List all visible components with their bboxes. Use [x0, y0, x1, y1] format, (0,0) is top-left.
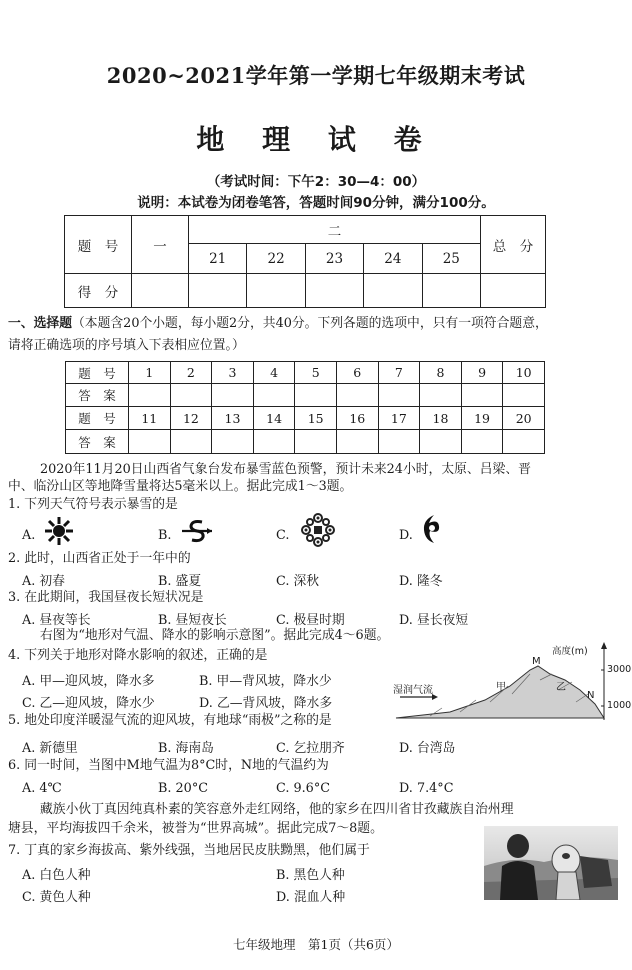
answer-num: 5	[295, 362, 337, 384]
section1-desc: （本题含20个小题，每小题2分，共40分。下列各题的选项中，只有一项符合题意，	[71, 316, 548, 331]
answer-label-q: 题 号	[66, 362, 129, 384]
score-cell[interactable]	[189, 274, 247, 308]
answer-cell[interactable]	[129, 430, 171, 454]
subject-title: 地 理 试 卷	[196, 123, 436, 156]
answer-num: 19	[461, 407, 503, 430]
answer-num: 20	[503, 407, 545, 430]
q3-stem: 3. 在此期间，我国昼夜长短状况是	[8, 590, 204, 605]
score-cell[interactable]	[132, 274, 189, 308]
answer-cell[interactable]	[253, 384, 295, 407]
score-sub-21: 21	[189, 244, 247, 274]
answer-cell[interactable]	[461, 430, 503, 454]
answer-cell[interactable]	[295, 384, 337, 407]
q4-option-b[interactable]: B. 甲—背风坡，降水少	[199, 674, 332, 689]
score-sub-25: 25	[422, 244, 480, 274]
answer-cell[interactable]	[336, 384, 378, 407]
answer-num: 13	[212, 407, 254, 430]
answer-cell[interactable]	[170, 384, 212, 407]
q1-option-d[interactable]: D.	[399, 528, 413, 543]
sandstorm-icon	[180, 518, 214, 544]
answer-num: 3	[212, 362, 254, 384]
typhoon-icon	[420, 514, 442, 544]
q7-option-c[interactable]: C. 黄色人种	[22, 890, 91, 905]
answer-cell[interactable]	[295, 430, 337, 454]
diagram-label-yi: 乙	[556, 682, 566, 693]
q3-option-a[interactable]: A. 昼夜等长	[22, 613, 91, 628]
q2-stem: 2. 此时，山西省正处于一年中的	[8, 551, 191, 566]
answer-num: 9	[461, 362, 503, 384]
page-footer: 七年级地理 第1页（共6页）	[233, 937, 399, 952]
score-col-two: 二	[189, 216, 481, 244]
exam-time: （考试时间：下午2：30—4：00）	[206, 174, 426, 190]
q6-option-a[interactable]: A. 4℃	[22, 781, 62, 796]
score-label-score: 得 分	[65, 274, 132, 308]
passage2-line1: 右图为“地形对气温、降水的影响示意图”。据此完成4～6题。	[40, 628, 390, 643]
answer-num: 15	[295, 407, 337, 430]
sun-icon	[44, 516, 74, 546]
passage3-line2: 塘县，平均海拔四千余米，被誉为“世界高城”。据此完成7～8题。	[8, 821, 383, 836]
q6-option-c[interactable]: C. 9.6°C	[276, 781, 331, 796]
passage1-line2: 中、临汾山区等地降雪量将达5毫米以上。据此完成1～3题。	[8, 479, 353, 494]
q4-option-c[interactable]: C. 乙—迎风坡，降水少	[22, 696, 155, 711]
diagram-label-n: N	[587, 690, 595, 701]
answer-num: 8	[420, 362, 462, 384]
answer-label-a: 答 案	[66, 384, 129, 407]
answer-num: 2	[170, 362, 212, 384]
score-cell[interactable]	[481, 274, 546, 308]
diagram-label-jia: 甲	[496, 682, 506, 693]
score-cell[interactable]	[364, 274, 422, 308]
section1-title: 一、选择题	[8, 316, 72, 331]
q4-stem: 4. 下列关于地形对降水影响的叙述，正确的是	[8, 648, 268, 663]
diagram-wind-label: 湿润气流	[393, 685, 433, 696]
diagram-label-m: M	[532, 656, 541, 667]
answer-cell[interactable]	[461, 384, 503, 407]
person-with-horse-photo	[484, 826, 618, 900]
answer-num: 16	[336, 407, 378, 430]
answer-cell[interactable]	[420, 384, 462, 407]
score-sub-23: 23	[305, 244, 363, 274]
q1-stem: 1. 下列天气符号表示暴雪的是	[8, 497, 178, 512]
answer-cell[interactable]	[420, 430, 462, 454]
q2-option-d[interactable]: D. 隆冬	[399, 574, 443, 589]
q4-option-d[interactable]: D. 乙—背风坡，降水多	[199, 696, 333, 711]
section1-desc-2: 请将正确选项的序号填入下表相应位置。）	[8, 338, 245, 353]
q7-option-a[interactable]: A. 白色人种	[22, 868, 91, 883]
q3-option-d[interactable]: D. 昼长夜短	[399, 613, 469, 628]
answer-num: 4	[253, 362, 295, 384]
answer-num: 1	[129, 362, 171, 384]
answer-cell[interactable]	[503, 430, 545, 454]
q5-option-b[interactable]: B. 海南岛	[158, 741, 214, 756]
q5-stem: 5. 地处印度洋暖湿气流的迎风坡，有地球“雨极”之称的是	[8, 713, 332, 728]
score-cell[interactable]	[247, 274, 305, 308]
q7-option-d[interactable]: D. 混血人种	[276, 890, 346, 905]
answer-num: 18	[420, 407, 462, 430]
diagram-tick-3000: 3000	[607, 664, 632, 675]
score-label-question: 题 号	[65, 216, 132, 274]
answer-cell[interactable]	[253, 430, 295, 454]
answer-cell[interactable]	[129, 384, 171, 407]
q6-option-b[interactable]: B. 20°C	[158, 781, 209, 796]
diagram-tick-1000: 1000	[607, 700, 632, 711]
answer-cell[interactable]	[378, 430, 420, 454]
answer-cell[interactable]	[378, 384, 420, 407]
q3-option-b[interactable]: B. 昼短夜长	[158, 613, 227, 628]
answer-num: 17	[378, 407, 420, 430]
score-col-one: 一	[132, 216, 189, 274]
q5-option-d[interactable]: D. 台湾岛	[399, 741, 456, 756]
score-table	[64, 215, 546, 308]
exam-instruction: 说明：本试卷为闭卷笔答，答题时间90分钟，满分100分。	[137, 195, 495, 211]
terrain-diagram	[390, 640, 630, 722]
answer-num: 14	[253, 407, 295, 430]
score-sub-24: 24	[364, 244, 422, 274]
answer-cell[interactable]	[503, 384, 545, 407]
answer-num: 12	[170, 407, 212, 430]
heavy-snow-icon	[298, 510, 338, 550]
q2-option-c[interactable]: C. 深秋	[276, 574, 320, 589]
answer-label-q: 题 号	[66, 407, 129, 430]
answer-cell[interactable]	[212, 384, 254, 407]
answer-num: 11	[129, 407, 171, 430]
score-sub-22: 22	[247, 244, 305, 274]
exam-title: 2020~2021学年第一学期七年级期末考试	[106, 63, 526, 88]
answer-cell[interactable]	[170, 430, 212, 454]
score-cell[interactable]	[305, 274, 363, 308]
q4-option-a[interactable]: A. 甲—迎风坡，降水多	[22, 674, 155, 689]
q1-option-b[interactable]: B.	[158, 528, 172, 543]
diagram-height-label: 高度(m)	[552, 646, 588, 657]
answer-label-a: 答 案	[66, 430, 129, 454]
answer-cell[interactable]	[212, 430, 254, 454]
answer-num: 6	[336, 362, 378, 384]
score-col-total: 总 分	[481, 216, 546, 274]
q7-stem: 7. 丁真的家乡海拔高、紫外线强，当地居民皮肤黝黑，他们属于	[8, 843, 370, 858]
answer-num: 7	[378, 362, 420, 384]
answer-num: 10	[503, 362, 545, 384]
passage1-line1: 2020年11月20日山西省气象台发布暴雪蓝色预警，预计未来24小时，太原、吕梁、晋	[40, 462, 531, 477]
answer-cell[interactable]	[336, 430, 378, 454]
q3-option-c[interactable]: C. 极昼时期	[276, 613, 345, 628]
q1-option-c[interactable]: C.	[276, 528, 290, 543]
q1-option-a[interactable]: A.	[22, 528, 36, 543]
section1-header	[8, 316, 548, 332]
q2-option-a[interactable]: A. 初春	[22, 574, 65, 589]
q6-option-d[interactable]: D. 7.4°C	[399, 781, 454, 796]
q5-option-c[interactable]: C. 乞拉朋齐	[276, 741, 345, 756]
q6-stem: 6. 同一时间，当图中M地气温为8°C时，N地的气温约为	[8, 758, 329, 773]
answer-table	[65, 361, 545, 454]
q7-option-b[interactable]: B. 黑色人种	[276, 868, 345, 883]
q2-option-b[interactable]: B. 盛夏	[158, 574, 202, 589]
q5-option-a[interactable]: A. 新德里	[22, 741, 78, 756]
passage3-line1: 藏族小伙丁真因纯真朴素的笑容意外走红网络，他的家乡在四川省甘孜藏族自治州理	[40, 802, 514, 817]
score-cell[interactable]	[422, 274, 480, 308]
